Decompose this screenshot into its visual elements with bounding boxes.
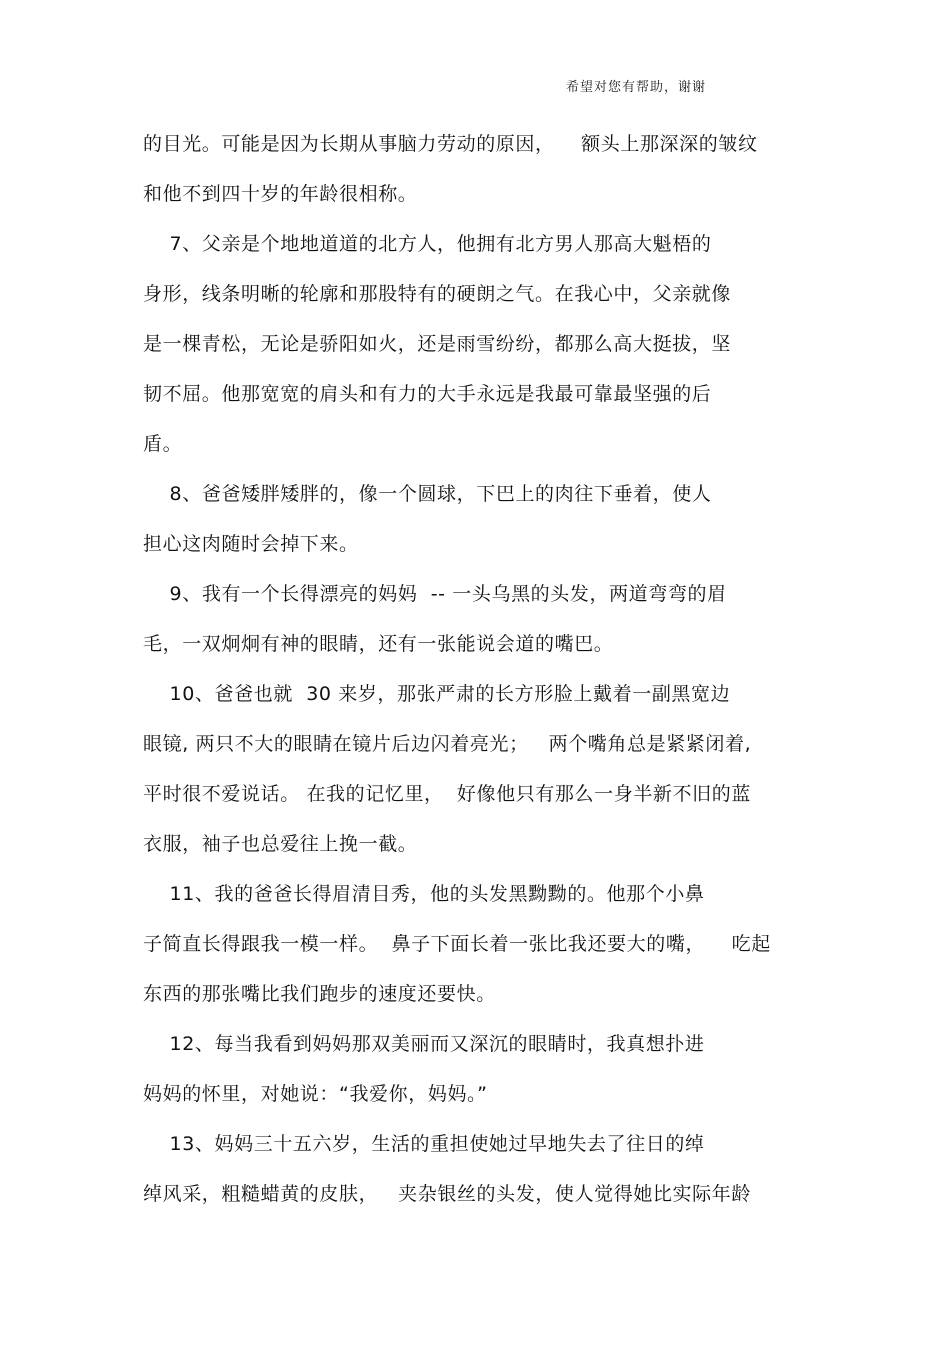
text-line: 衣服，袖子也总爱往上挽一截。 bbox=[143, 833, 418, 855]
text-line: 9、我有一个长得漂亮的妈妈 -- 一头乌黑的头发，两道弯弯的眉 bbox=[143, 583, 727, 605]
text-line: 眼镜, 两只不大的眼睛在镜片后边闪着亮光； 两个嘴角总是紧紧闭着, bbox=[143, 733, 752, 755]
text-line: 盾。 bbox=[143, 433, 183, 455]
text-line: 毛，一双炯炯有神的眼睛，还有一张能说会道的嘴巴。 bbox=[143, 633, 614, 655]
text-line: 平时很不爱说话。 在我的记忆里， 好像他只有那么一身半新不旧的蓝 bbox=[143, 783, 751, 805]
text-line: 10、爸爸也就 30 来岁，那张严肃的长方形脸上戴着一副黑宽边 bbox=[143, 683, 731, 705]
text-line: 是一棵青松，无论是骄阳如火，还是雨雪纷纷，都那么高大挺拔，坚 bbox=[143, 333, 732, 355]
page-header-note: 希望对您有帮助，谢谢 bbox=[566, 80, 707, 95]
text-line: 的目光。可能是因为长期从事脑力劳动的原因， 额头上那深深的皱纹 bbox=[143, 133, 758, 155]
text-line: 和他不到四十岁的年龄很相称。 bbox=[143, 183, 418, 205]
text-line: 12、每当我看到妈妈那双美丽而又深沉的眼睛时，我真想扑进 bbox=[143, 1033, 705, 1055]
text-line: 妈妈的怀里，对她说：“我爱你，妈妈。” bbox=[143, 1083, 488, 1105]
text-line: 7、父亲是个地地道道的北方人，他拥有北方男人那高大魁梧的 bbox=[143, 233, 712, 255]
text-line: 身形，线条明晰的轮廓和那股特有的硬朗之气。在我心中，父亲就像 bbox=[143, 283, 732, 305]
text-line: 子简直长得跟我一模一样。 鼻子下面长着一张比我还要大的嘴， 吃起 bbox=[143, 933, 771, 955]
text-line: 东西的那张嘴比我们跑步的速度还要快。 bbox=[143, 983, 496, 1005]
text-line: 13、妈妈三十五六岁，生活的重担使她过早地失去了往日的绰 bbox=[143, 1133, 705, 1155]
text-line: 8、爸爸矮胖矮胖的，像一个圆球，下巴上的肉往下垂着，使人 bbox=[143, 483, 712, 505]
text-line: 绰风采，粗糙蜡黄的皮肤， 夹杂银丝的头发，使人觉得她比实际年龄 bbox=[143, 1183, 751, 1205]
text-line: 担心这肉随时会掉下来。 bbox=[143, 533, 359, 555]
text-line: 韧不屈。他那宽宽的肩头和有力的大手永远是我最可靠最坚强的后 bbox=[143, 383, 712, 405]
text-line: 11、我的爸爸长得眉清目秀，他的头发黑黝黝的。他那个小鼻 bbox=[143, 883, 705, 905]
